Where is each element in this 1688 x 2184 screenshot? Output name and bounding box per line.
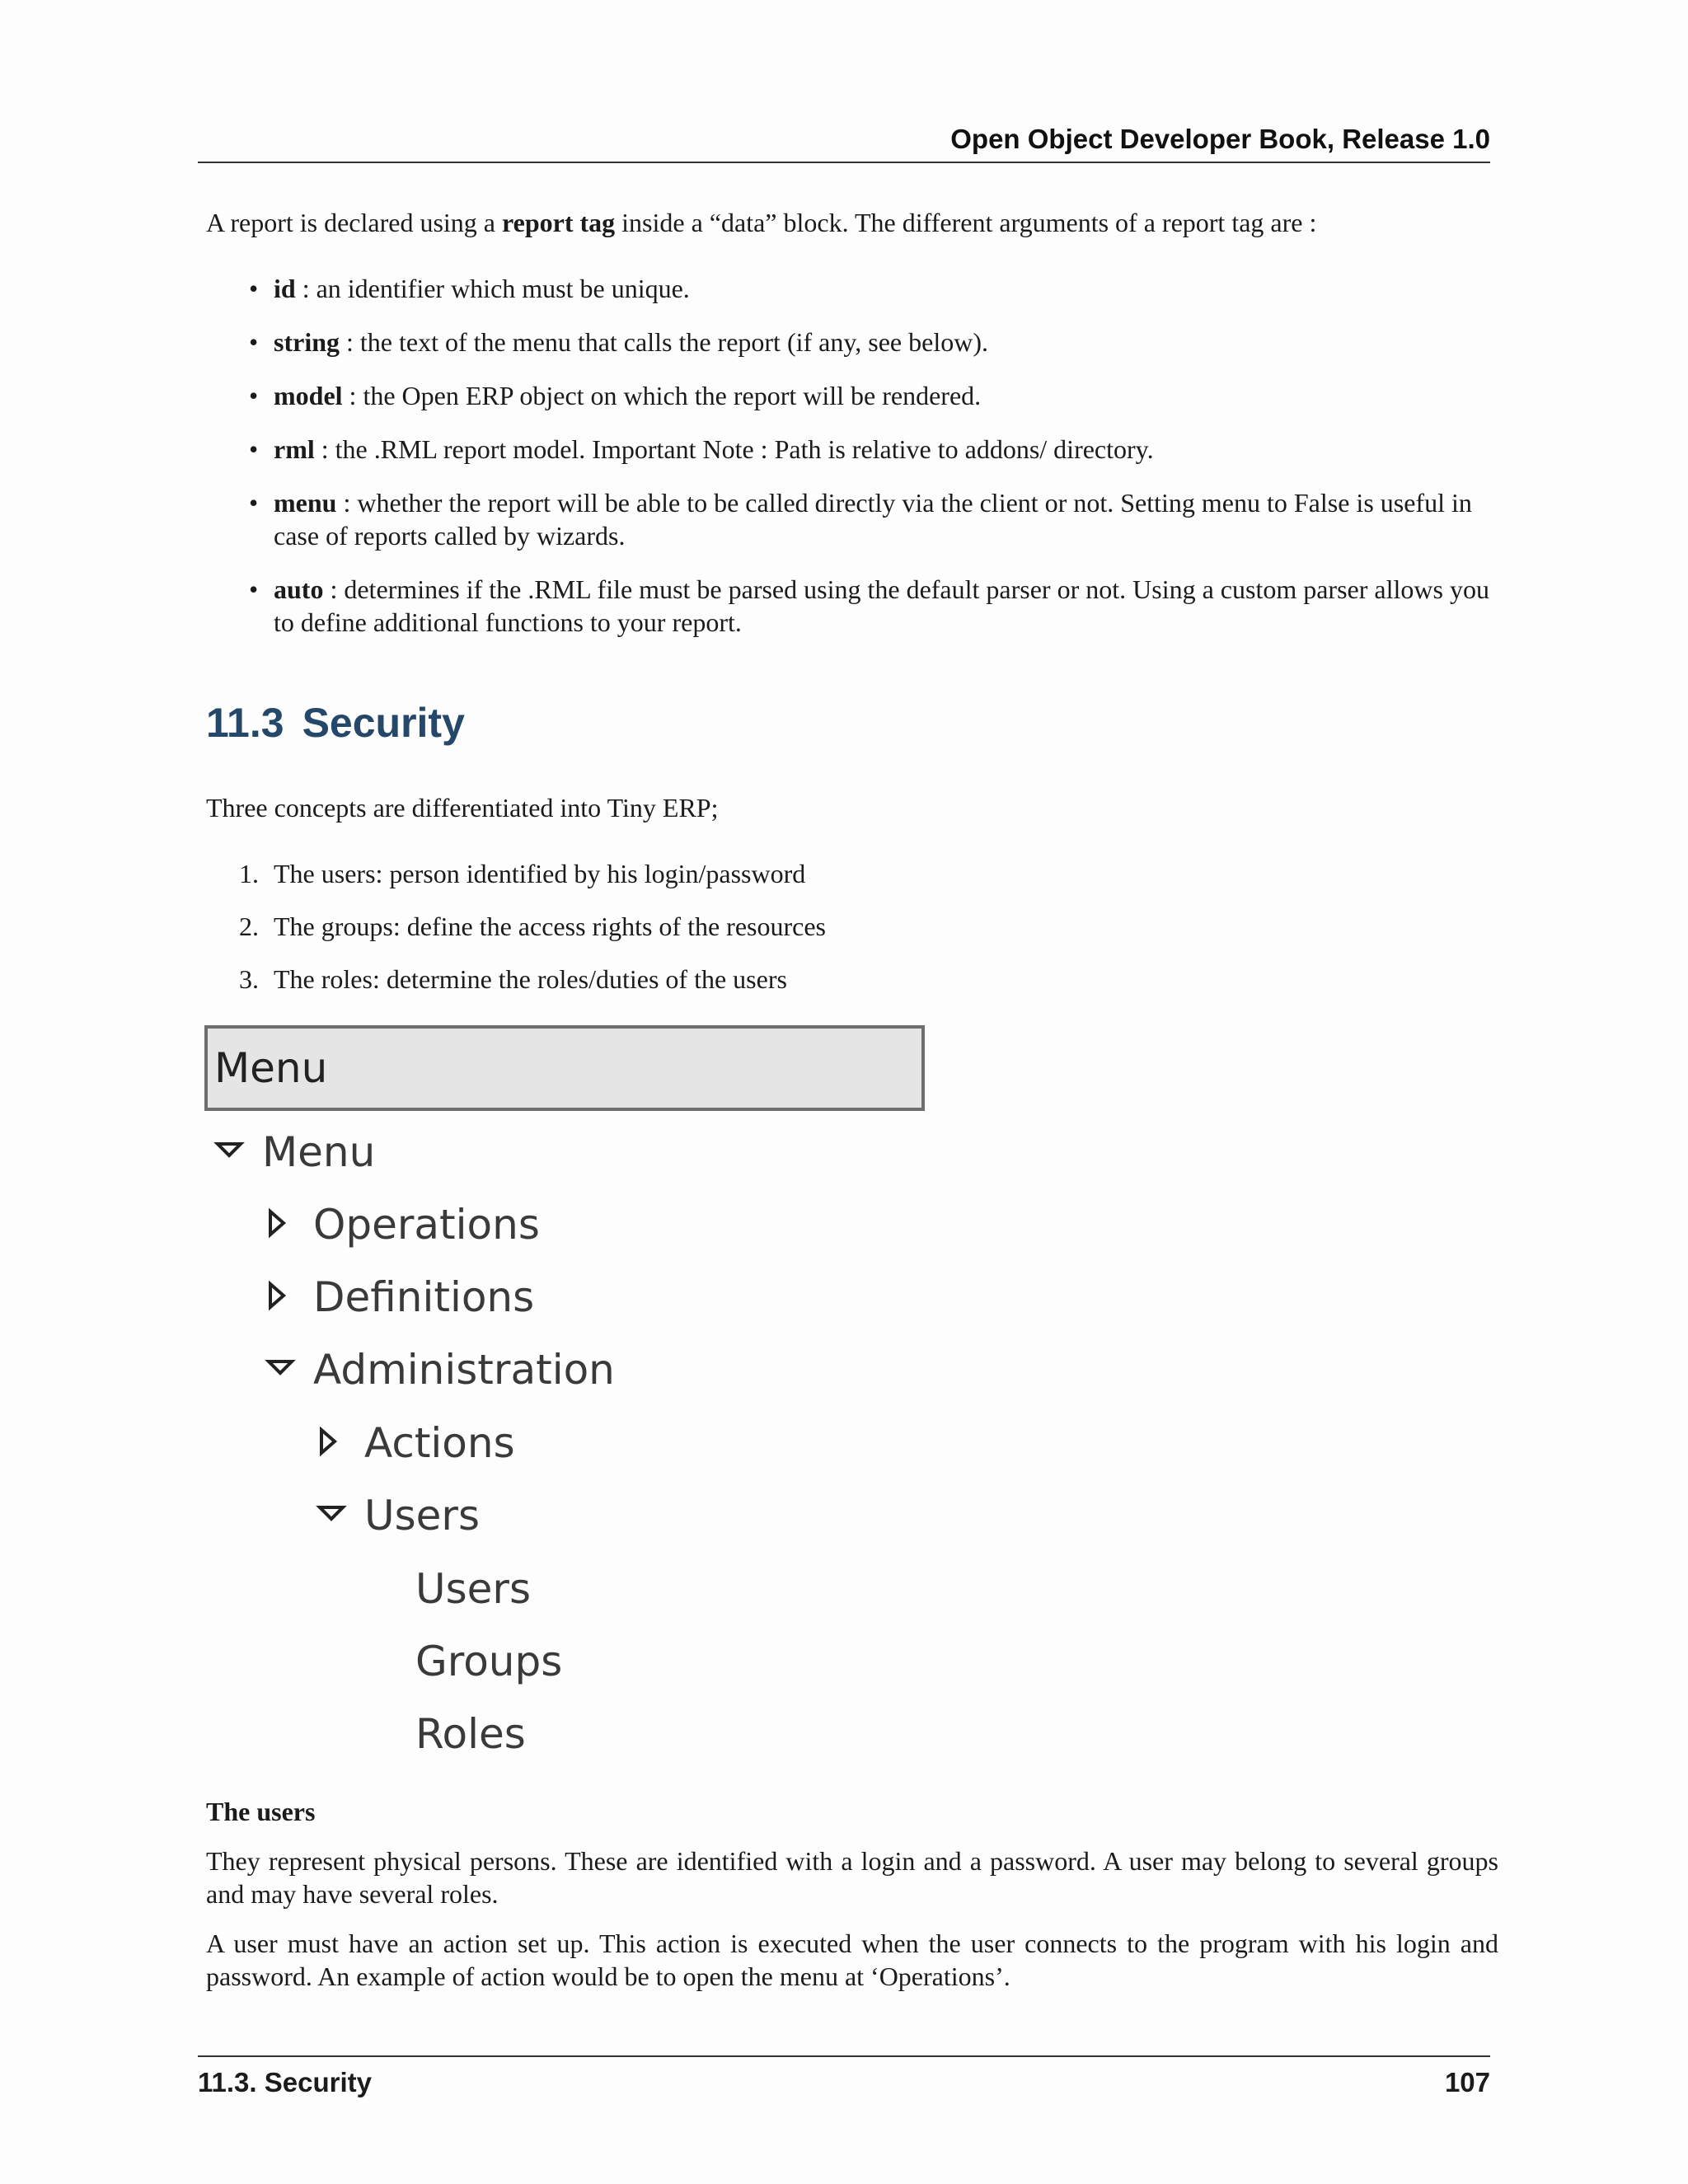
page-number: 107 bbox=[1444, 2067, 1490, 2097]
section-name: Security bbox=[302, 700, 465, 746]
item-text: The groups: define the access rights of the resources bbox=[274, 912, 826, 941]
expanded-triangle-icon[interactable] bbox=[213, 1136, 262, 1169]
collapsed-triangle-icon[interactable] bbox=[264, 1281, 313, 1314]
list-item bbox=[206, 573, 1498, 639]
tree-node-definitions[interactable] bbox=[264, 1269, 534, 1319]
tree-node-label: Groups bbox=[415, 1637, 563, 1685]
section-title bbox=[206, 699, 465, 747]
argument-description: : an identifier which must be unique. bbox=[295, 274, 690, 303]
list-item bbox=[206, 433, 1498, 466]
tree-node-label: Operations bbox=[313, 1200, 540, 1249]
list-item bbox=[206, 326, 1498, 359]
users-paragraph-1: They represent physical persons. These are identified with a login and a password. A user may belong to several groups and may have several roles. bbox=[206, 1846, 1498, 1909]
report-arguments-list bbox=[206, 272, 1498, 659]
users-paragraph-2: A user must have an action set up. This action is executed when the user connects to the program with his login and password. An example of action would be to open the menu at ‘Operations’. bbox=[206, 1929, 1498, 1991]
concepts-list bbox=[206, 857, 1498, 1015]
menu-tree-screenshot bbox=[204, 1025, 925, 1758]
expanded-triangle-icon[interactable] bbox=[315, 1499, 364, 1532]
tree-node-label: Menu bbox=[262, 1127, 376, 1176]
item-text: The users: person identified by his login/password bbox=[274, 859, 806, 888]
users-subheading: The users bbox=[206, 1797, 316, 1826]
tree-node-label: Roles bbox=[415, 1709, 526, 1758]
item-number: 2. bbox=[239, 912, 259, 941]
argument-description: : the .RML report model. Important Note : Path is relative to addons/ directory. bbox=[314, 434, 1154, 464]
list-item bbox=[206, 910, 1498, 943]
tree-node-label: Users bbox=[415, 1564, 532, 1613]
footer-section: 11.3. Security bbox=[198, 2067, 372, 2097]
bullet: • bbox=[249, 381, 259, 410]
tree-node-label: Users bbox=[364, 1491, 481, 1540]
argument-description: : the text of the menu that calls the report (if any, see below). bbox=[340, 327, 988, 357]
bullet: • bbox=[249, 274, 259, 303]
argument-term: auto bbox=[274, 574, 324, 604]
argument-term: id bbox=[274, 274, 296, 303]
item-number: 3. bbox=[239, 964, 259, 994]
tree-node-actions[interactable] bbox=[315, 1415, 515, 1465]
footer-rule bbox=[198, 2055, 1490, 2057]
list-item bbox=[206, 486, 1498, 552]
argument-description: : determines if the .RML file must be parsed using the default parser or not. Using a custom parser allows you to define additional functions to your report. bbox=[274, 574, 1489, 637]
argument-term: menu bbox=[274, 488, 337, 518]
tree-node-label: Administration bbox=[313, 1345, 615, 1394]
bullet: • bbox=[249, 327, 259, 357]
intro-paragraph bbox=[206, 206, 1498, 239]
tree-node-groups[interactable] bbox=[415, 1633, 562, 1683]
tree-node-menu[interactable] bbox=[213, 1124, 375, 1174]
collapsed-triangle-icon[interactable] bbox=[315, 1427, 364, 1460]
tree-node-users-folder[interactable] bbox=[315, 1488, 481, 1540]
bullet: • bbox=[249, 574, 259, 604]
tree-node-operations[interactable] bbox=[264, 1197, 540, 1249]
tree-node-label: Definitions bbox=[313, 1272, 535, 1321]
intro-text-end: inside a “data” block. The different arguments of a report tag are : bbox=[615, 208, 1317, 237]
bullet: • bbox=[249, 434, 259, 464]
expanded-triangle-icon[interactable] bbox=[264, 1353, 313, 1386]
collapsed-triangle-icon[interactable] bbox=[264, 1208, 313, 1241]
tree-node-users[interactable] bbox=[415, 1561, 532, 1613]
section-number: 11.3 bbox=[206, 700, 284, 746]
running-header: Open Object Developer Book, Release 1.0 bbox=[950, 124, 1490, 154]
list-item bbox=[206, 272, 1498, 305]
item-number: 1. bbox=[239, 859, 259, 888]
argument-term: string bbox=[274, 327, 340, 357]
list-item bbox=[206, 379, 1498, 412]
concepts-intro: Three concepts are differentiated into Tiny ERP; bbox=[206, 793, 719, 823]
intro-text-start: A report is declared using a bbox=[206, 208, 502, 237]
item-text: The roles: determine the roles/duties of the users bbox=[274, 964, 787, 994]
tree-node-administration[interactable] bbox=[264, 1342, 615, 1394]
intro-bold-term: report tag bbox=[502, 208, 616, 237]
tree-node-label: Actions bbox=[364, 1418, 515, 1467]
argument-description: : whether the report will be able to be called directly via the client or not. Setting menu to False is useful in case of reports called by wizards. bbox=[274, 488, 1472, 551]
list-item bbox=[206, 963, 1498, 996]
argument-term: model bbox=[274, 381, 343, 410]
header-rule bbox=[198, 162, 1490, 163]
argument-term: rml bbox=[274, 434, 315, 464]
argument-description: : the Open ERP object on which the report will be rendered. bbox=[342, 381, 982, 410]
menu-tree-header[interactable]: Menu bbox=[204, 1025, 925, 1111]
bullet: • bbox=[249, 488, 259, 518]
list-item bbox=[206, 857, 1498, 890]
tree-node-roles[interactable] bbox=[415, 1706, 526, 1758]
